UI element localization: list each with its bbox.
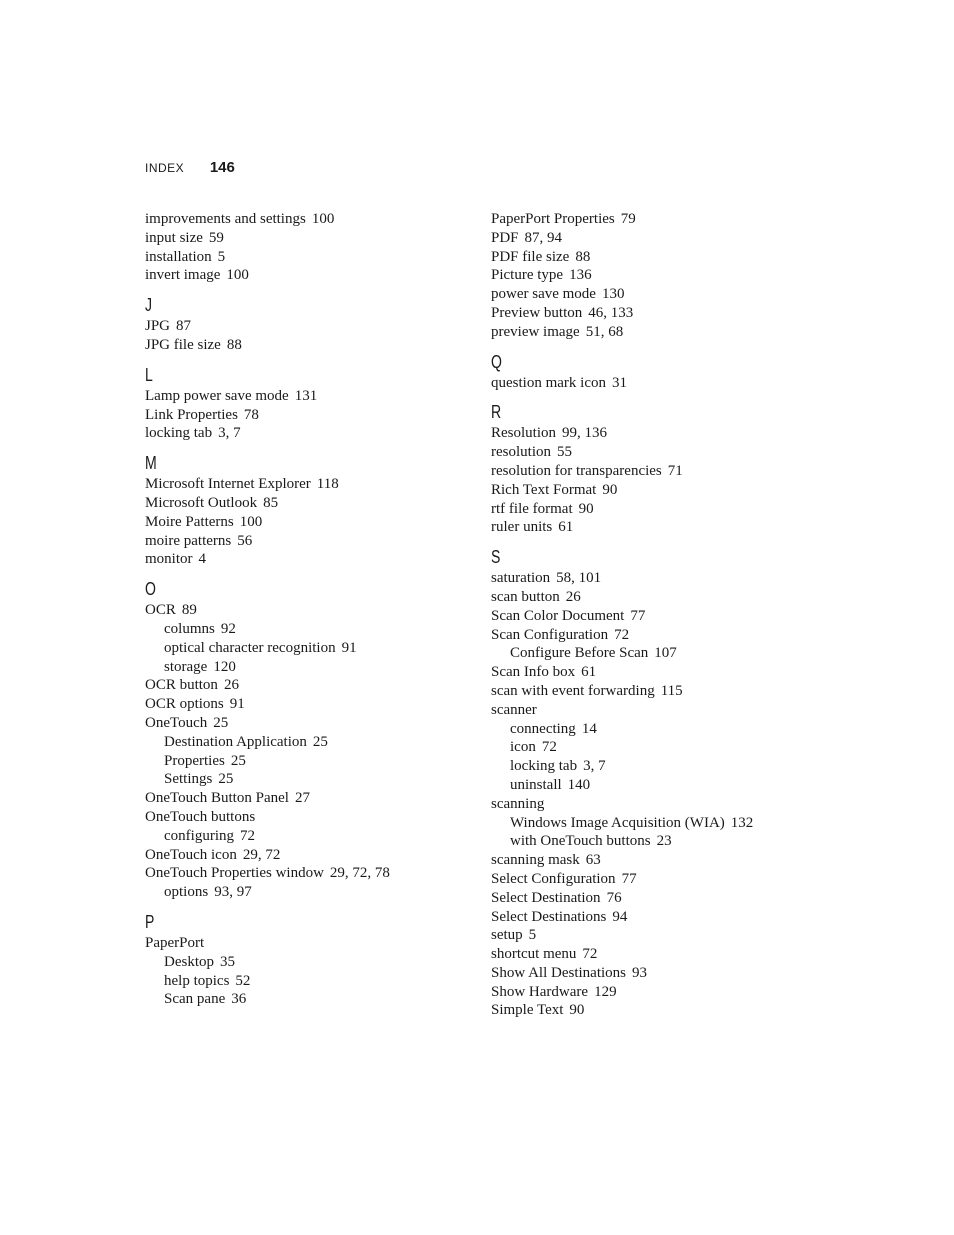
index-entry bbox=[491, 701, 791, 720]
index-term: invert image bbox=[145, 267, 221, 284]
index-entry bbox=[491, 323, 791, 342]
index-term: OCR button bbox=[145, 677, 218, 694]
index-term: Scan pane bbox=[164, 991, 226, 1008]
index-page-refs: 93, 97 bbox=[214, 884, 252, 901]
index-term: Select Configuration bbox=[491, 870, 616, 887]
index-subentry bbox=[145, 953, 475, 972]
index-term: Moire Patterns bbox=[145, 513, 234, 530]
index-entry bbox=[145, 424, 475, 443]
index-entry bbox=[145, 789, 475, 808]
index-term: columns bbox=[164, 620, 215, 637]
index-term: PDF file size bbox=[491, 248, 570, 265]
index-term: Scan Color Document bbox=[491, 607, 625, 624]
index-entry bbox=[145, 550, 475, 569]
index-subentry bbox=[491, 644, 791, 663]
index-entry bbox=[145, 494, 475, 513]
index-term: setup bbox=[491, 927, 523, 944]
index-subentry bbox=[145, 883, 475, 902]
index-entry bbox=[145, 532, 475, 551]
index-entry bbox=[491, 945, 791, 964]
index-entry bbox=[491, 795, 791, 814]
index-subentry bbox=[145, 733, 475, 752]
index-entry bbox=[491, 481, 791, 500]
index-letter-heading: P bbox=[145, 911, 155, 932]
index-term: OneTouch icon bbox=[145, 846, 237, 863]
index-entry bbox=[491, 462, 791, 481]
index-page-refs: 61 bbox=[581, 664, 597, 681]
index-letter-heading: O bbox=[145, 579, 156, 600]
index-entry bbox=[145, 229, 475, 248]
index-page-refs: 25 bbox=[213, 714, 229, 731]
index-term: Properties bbox=[164, 752, 225, 769]
index-entry bbox=[145, 406, 475, 425]
index-page-refs: 51, 68 bbox=[585, 323, 624, 340]
index-page-refs: 79 bbox=[620, 211, 636, 227]
index-page-refs: 29, 72, 78 bbox=[329, 865, 390, 882]
index-entry bbox=[491, 908, 791, 927]
index-entry bbox=[491, 248, 791, 267]
index-term: Link Properties bbox=[145, 406, 238, 423]
index-entry bbox=[145, 934, 475, 953]
index-term: improvements and settings bbox=[145, 211, 306, 227]
index-entry bbox=[491, 285, 791, 304]
index-term: optical character recognition bbox=[164, 639, 336, 656]
index-page-refs: 99, 136 bbox=[562, 425, 608, 442]
index-term: Resolution bbox=[491, 425, 557, 442]
index-page-refs: 26 bbox=[223, 677, 239, 694]
index-term: Settings bbox=[164, 771, 213, 788]
index-page-refs: 91 bbox=[229, 696, 245, 713]
index-subentry bbox=[145, 752, 475, 771]
index-page-refs: 25 bbox=[218, 771, 234, 788]
index-term: JPG file size bbox=[145, 336, 221, 353]
index-entry bbox=[491, 210, 791, 229]
index-term: scan button bbox=[491, 588, 560, 605]
index-page-refs: 76 bbox=[606, 889, 622, 906]
index-page-refs: 55 bbox=[557, 444, 572, 461]
index-page-refs: 61 bbox=[558, 519, 574, 536]
index-entry bbox=[145, 695, 475, 714]
index-entry bbox=[491, 266, 791, 285]
index-subentry bbox=[145, 990, 475, 1009]
index-term: Scan Info box bbox=[491, 664, 576, 681]
index-entry bbox=[145, 513, 475, 532]
index-page-refs: 132 bbox=[730, 814, 754, 831]
index-subentry bbox=[491, 832, 791, 851]
index-subentry bbox=[491, 814, 791, 833]
index-page-refs: 91 bbox=[341, 639, 357, 656]
index-entry bbox=[491, 682, 791, 701]
index-term: Preview button bbox=[491, 304, 583, 321]
index-entry bbox=[491, 626, 791, 645]
index-subentry bbox=[145, 770, 475, 789]
index-page-refs: 115 bbox=[660, 682, 683, 699]
index-subentry bbox=[491, 738, 791, 757]
index-page-refs: 88 bbox=[575, 248, 591, 265]
index-term: power save mode bbox=[491, 286, 596, 303]
index-page-refs: 107 bbox=[654, 645, 677, 662]
index-page-refs: 100 bbox=[239, 513, 263, 530]
index-subentry bbox=[491, 720, 791, 739]
index-entry bbox=[491, 500, 791, 519]
page-number: 146 bbox=[209, 159, 235, 176]
index-term: Show All Destinations bbox=[491, 964, 627, 981]
index-page-refs: 72 bbox=[541, 739, 557, 756]
index-term: resolution bbox=[491, 444, 551, 461]
index-page-refs: 77 bbox=[630, 607, 646, 624]
index-term: OneTouch bbox=[145, 714, 208, 731]
index-term: saturation bbox=[491, 570, 551, 587]
index-term: PDF bbox=[491, 229, 519, 246]
index-letter-heading: M bbox=[145, 453, 157, 474]
index-term: connecting bbox=[510, 720, 576, 737]
index-page-refs: 72 bbox=[614, 626, 630, 643]
index-page-refs: 90 bbox=[578, 500, 594, 517]
index-page-refs: 36 bbox=[231, 991, 247, 1008]
index-entry bbox=[491, 983, 791, 1002]
index-page-refs: 120 bbox=[213, 658, 236, 675]
index-term: PaperPort Properties bbox=[491, 211, 615, 227]
index-subentry bbox=[145, 827, 475, 846]
index-page-refs: 59 bbox=[208, 229, 224, 246]
index-page-refs: 52 bbox=[235, 972, 251, 989]
index-entry bbox=[491, 374, 791, 393]
index-entry bbox=[491, 870, 791, 889]
index-term: monitor bbox=[145, 551, 193, 568]
index-page-refs: 129 bbox=[594, 983, 617, 1000]
index-subentry bbox=[145, 972, 475, 991]
index-page-refs: 93 bbox=[632, 964, 648, 981]
index-term: help topics bbox=[164, 972, 230, 989]
index-entry bbox=[145, 808, 475, 827]
index-term: Lamp power save mode bbox=[145, 387, 289, 404]
index-term: locking tab bbox=[510, 758, 578, 775]
index-term: Windows Image Acquisition (WIA) bbox=[510, 814, 725, 831]
index-page-refs: 89 bbox=[181, 602, 197, 619]
index-term: scanning bbox=[491, 795, 545, 812]
index-term: Destination Application bbox=[164, 733, 307, 750]
index-term: options bbox=[164, 884, 209, 901]
index-term: installation bbox=[145, 248, 212, 265]
index-term: configuring bbox=[164, 827, 234, 844]
index-page-refs: 46, 133 bbox=[588, 304, 634, 321]
index-letter-heading: J bbox=[145, 295, 153, 316]
index-entry bbox=[491, 663, 791, 682]
index-entry bbox=[491, 964, 791, 983]
index-term: OCR bbox=[145, 602, 176, 619]
index-page-refs: 87, 94 bbox=[524, 229, 563, 246]
index-entry bbox=[491, 518, 791, 537]
index-entry bbox=[145, 210, 475, 229]
index-page-refs: 72 bbox=[239, 827, 255, 844]
index-term: scanning mask bbox=[491, 852, 580, 869]
index-term: Show Hardware bbox=[491, 983, 589, 1000]
index-term: Microsoft Outlook bbox=[145, 494, 258, 511]
index-page-refs: 85 bbox=[263, 494, 279, 511]
index-term: Microsoft Internet Explorer bbox=[145, 476, 311, 493]
index-term: OneTouch buttons bbox=[145, 808, 256, 825]
index-letter-heading: S bbox=[491, 547, 501, 568]
index-subentry bbox=[491, 776, 791, 795]
index-page-refs: 4 bbox=[198, 551, 206, 568]
index-entry bbox=[491, 588, 791, 607]
index-term: storage bbox=[164, 658, 208, 675]
index-term: resolution for transparencies bbox=[491, 462, 662, 479]
index-page-refs: 5 bbox=[217, 248, 226, 265]
index-term: OCR options bbox=[145, 696, 224, 713]
index-page-refs: 78 bbox=[243, 406, 259, 423]
index-page-refs: 100 bbox=[311, 211, 335, 227]
index-term: preview image bbox=[491, 323, 580, 340]
index-page-refs: 31 bbox=[611, 374, 627, 391]
index-page-refs: 27 bbox=[294, 790, 310, 807]
running-head bbox=[145, 157, 235, 179]
index-page-refs: 14 bbox=[581, 720, 597, 737]
index-letter-heading: Q bbox=[491, 351, 502, 372]
index-term: rtf file format bbox=[491, 500, 573, 517]
index-subentry bbox=[145, 658, 475, 677]
index-page-refs: 88 bbox=[226, 336, 242, 353]
index-page-refs: 87 bbox=[176, 318, 192, 335]
index-column-right bbox=[491, 210, 791, 1020]
index-term: shortcut menu bbox=[491, 946, 577, 963]
index-term: question mark icon bbox=[491, 374, 606, 391]
index-term: Scan Configuration bbox=[491, 626, 609, 643]
index-entry bbox=[491, 304, 791, 323]
index-letter-heading: L bbox=[145, 364, 153, 385]
index-entry bbox=[491, 926, 791, 945]
index-term: Rich Text Format bbox=[491, 481, 597, 498]
index-page-refs: 100 bbox=[226, 267, 249, 284]
index-term: Desktop bbox=[164, 953, 214, 970]
index-entry bbox=[491, 851, 791, 870]
index-entry bbox=[491, 424, 791, 443]
running-head-section: INDEX bbox=[145, 161, 185, 175]
index-term: OneTouch Button Panel bbox=[145, 790, 289, 807]
index-page-refs: 118 bbox=[316, 476, 339, 493]
index-term: scan with event forwarding bbox=[491, 682, 655, 699]
index-entry bbox=[145, 676, 475, 695]
index-entry bbox=[145, 266, 475, 285]
index-page-refs: 92 bbox=[220, 620, 236, 637]
index-term: input size bbox=[145, 229, 203, 246]
index-term: scanner bbox=[491, 701, 537, 718]
index-page-refs: 130 bbox=[601, 286, 625, 303]
index-page-refs: 131 bbox=[294, 387, 318, 404]
index-term: uninstall bbox=[510, 776, 562, 793]
index-entry bbox=[491, 569, 791, 588]
index-entry bbox=[145, 475, 475, 494]
index-page-refs: 35 bbox=[220, 953, 235, 970]
index-letter-heading: R bbox=[491, 402, 502, 423]
index-page-refs: 56 bbox=[237, 532, 253, 549]
index-subentry bbox=[145, 639, 475, 658]
index-term: OneTouch Properties window bbox=[145, 865, 324, 882]
index-page-refs: 136 bbox=[569, 267, 592, 284]
index-page-refs: 29, 72 bbox=[242, 846, 281, 863]
index-page-refs: 77 bbox=[621, 870, 637, 887]
index-term: Simple Text bbox=[491, 1002, 564, 1019]
index-term: Select Destinations bbox=[491, 908, 607, 925]
index-column-left bbox=[145, 210, 475, 1009]
index-page-refs: 23 bbox=[656, 833, 672, 850]
index-entry bbox=[145, 317, 475, 336]
index-entry bbox=[491, 443, 791, 462]
index-entry bbox=[145, 336, 475, 355]
index-subentry bbox=[491, 757, 791, 776]
index-page-refs: 72 bbox=[582, 946, 598, 963]
index-page-refs: 71 bbox=[667, 462, 683, 479]
index-term: JPG bbox=[145, 318, 171, 335]
index-subentry bbox=[145, 620, 475, 639]
index-entry bbox=[145, 248, 475, 267]
index-term: icon bbox=[510, 739, 536, 756]
index-page-refs: 3, 7 bbox=[583, 758, 606, 775]
index-term: Select Destination bbox=[491, 889, 601, 906]
index-entry bbox=[491, 889, 791, 908]
index-term: with OneTouch buttons bbox=[510, 833, 651, 850]
index-page-refs: 3, 7 bbox=[218, 425, 241, 442]
index-page-refs: 90 bbox=[569, 1002, 585, 1019]
index-page-refs: 90 bbox=[602, 481, 618, 498]
index-entry bbox=[491, 607, 791, 626]
index-term: locking tab bbox=[145, 425, 213, 442]
index-term: moire patterns bbox=[145, 532, 232, 549]
index-term: PaperPort bbox=[145, 934, 205, 951]
index-page-refs: 25 bbox=[312, 733, 328, 750]
index-page-refs: 58, 101 bbox=[556, 570, 602, 587]
index-entry bbox=[145, 714, 475, 733]
index-term: Picture type bbox=[491, 267, 564, 284]
index-page-refs: 63 bbox=[585, 852, 601, 869]
index-entry bbox=[491, 229, 791, 248]
index-page-refs: 94 bbox=[612, 908, 628, 925]
index-page-refs: 5 bbox=[528, 927, 537, 944]
index-page-refs: 25 bbox=[230, 752, 246, 769]
index-entry bbox=[145, 846, 475, 865]
index-page-refs: 26 bbox=[565, 588, 581, 605]
index-entry bbox=[145, 387, 475, 406]
index-term: ruler units bbox=[491, 519, 553, 536]
index-entry bbox=[145, 864, 475, 883]
index-entry bbox=[145, 601, 475, 620]
index-page-refs: 140 bbox=[567, 776, 591, 793]
index-term: Configure Before Scan bbox=[510, 645, 649, 662]
index-entry bbox=[491, 1001, 791, 1020]
